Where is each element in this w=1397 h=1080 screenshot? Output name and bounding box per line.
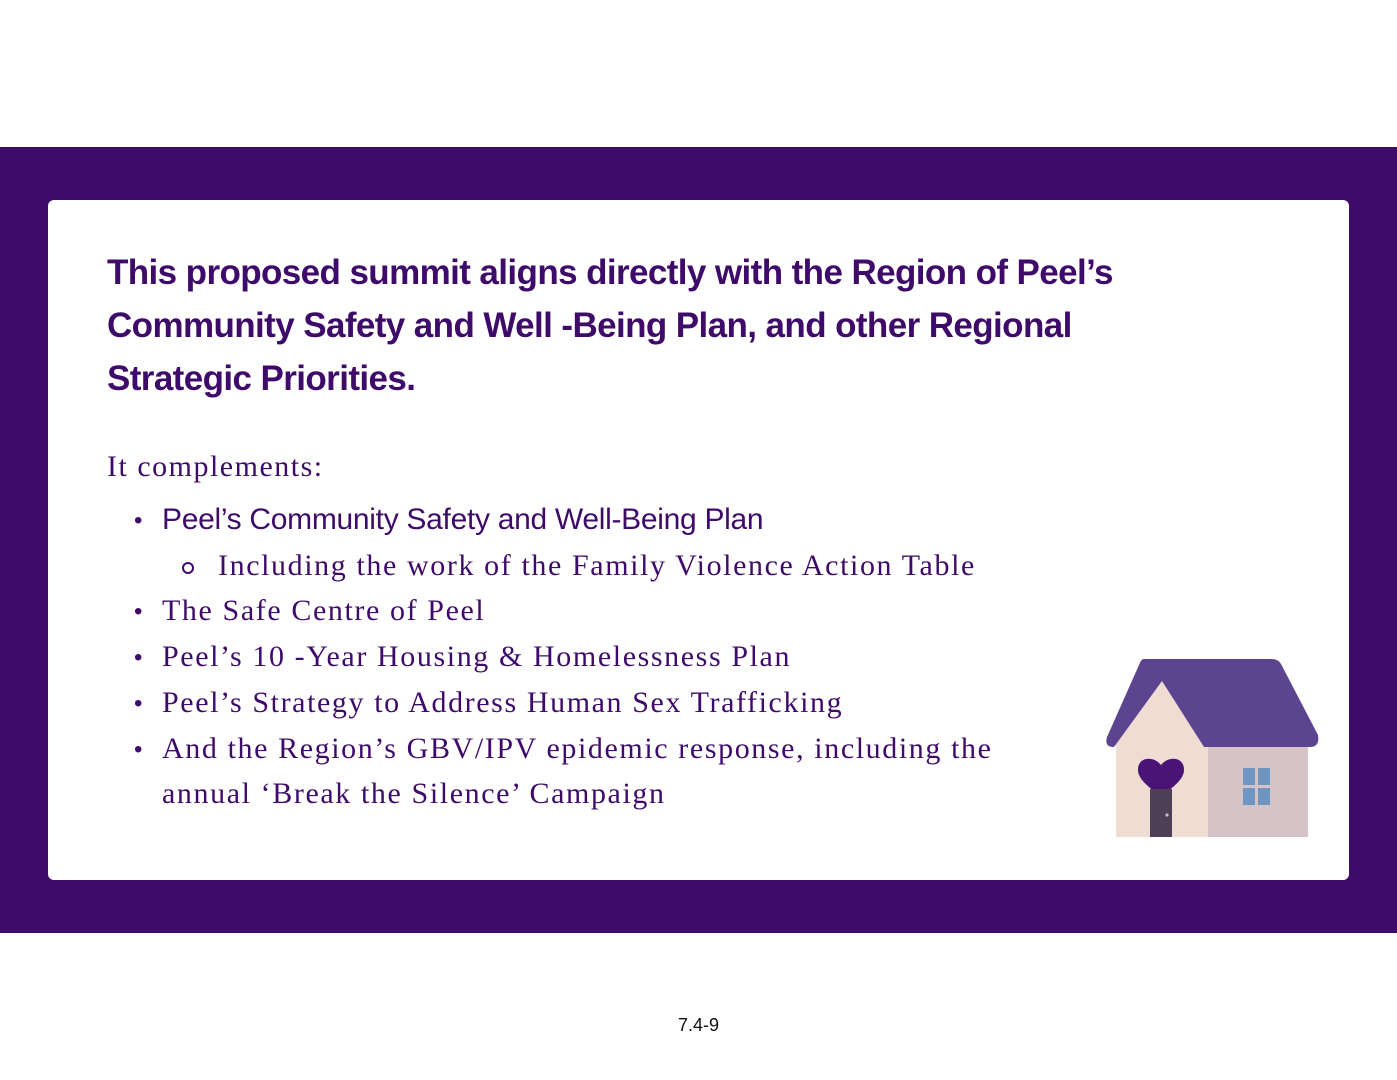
house-door [1150,789,1172,837]
bullet-dot: • [134,690,143,717]
house-side-wall [1204,737,1308,837]
list-item-safe-centre: The Safe Centre of Peel [162,594,486,627]
house-with-heart-icon [1104,657,1320,839]
slide-heading [107,246,1207,405]
list-item-gbv-ipv-response-continued: annual ‘Break the Silence’ Campaign [162,777,666,810]
intro-text: It complements: [107,450,324,483]
list-item-community-safety-plan: Peel’s Community Safety and Well-Being Plan [162,503,764,536]
sub-bullet-circle [182,562,194,574]
bullet-dot: • [134,644,143,671]
door-knob [1165,813,1168,816]
list-item-gbv-ipv-response: And the Region’s GBV/IPV epidemic response, including the [162,732,993,765]
bullet-dot: • [134,507,143,534]
page-number: 7.4-9 [677,1015,720,1035]
bullet-dot: • [134,736,143,763]
list-item-trafficking-strategy: Peel’s Strategy to Address Human Sex Trafficking [162,686,844,719]
list-subitem-family-violence-table: Including the work of the Family Violence Action Table [218,549,976,582]
bullet-dot: • [134,598,143,625]
list-item-housing-plan: Peel’s 10 -Year Housing & Homelessness Plan [162,640,792,673]
heading-line: Strategic Priorities. [107,359,416,398]
heading-line: Community Safety and Well -Being Plan, and other Regional [107,306,1072,345]
heading-line: This proposed summit aligns directly with the Region of Peel’s [107,253,1113,292]
